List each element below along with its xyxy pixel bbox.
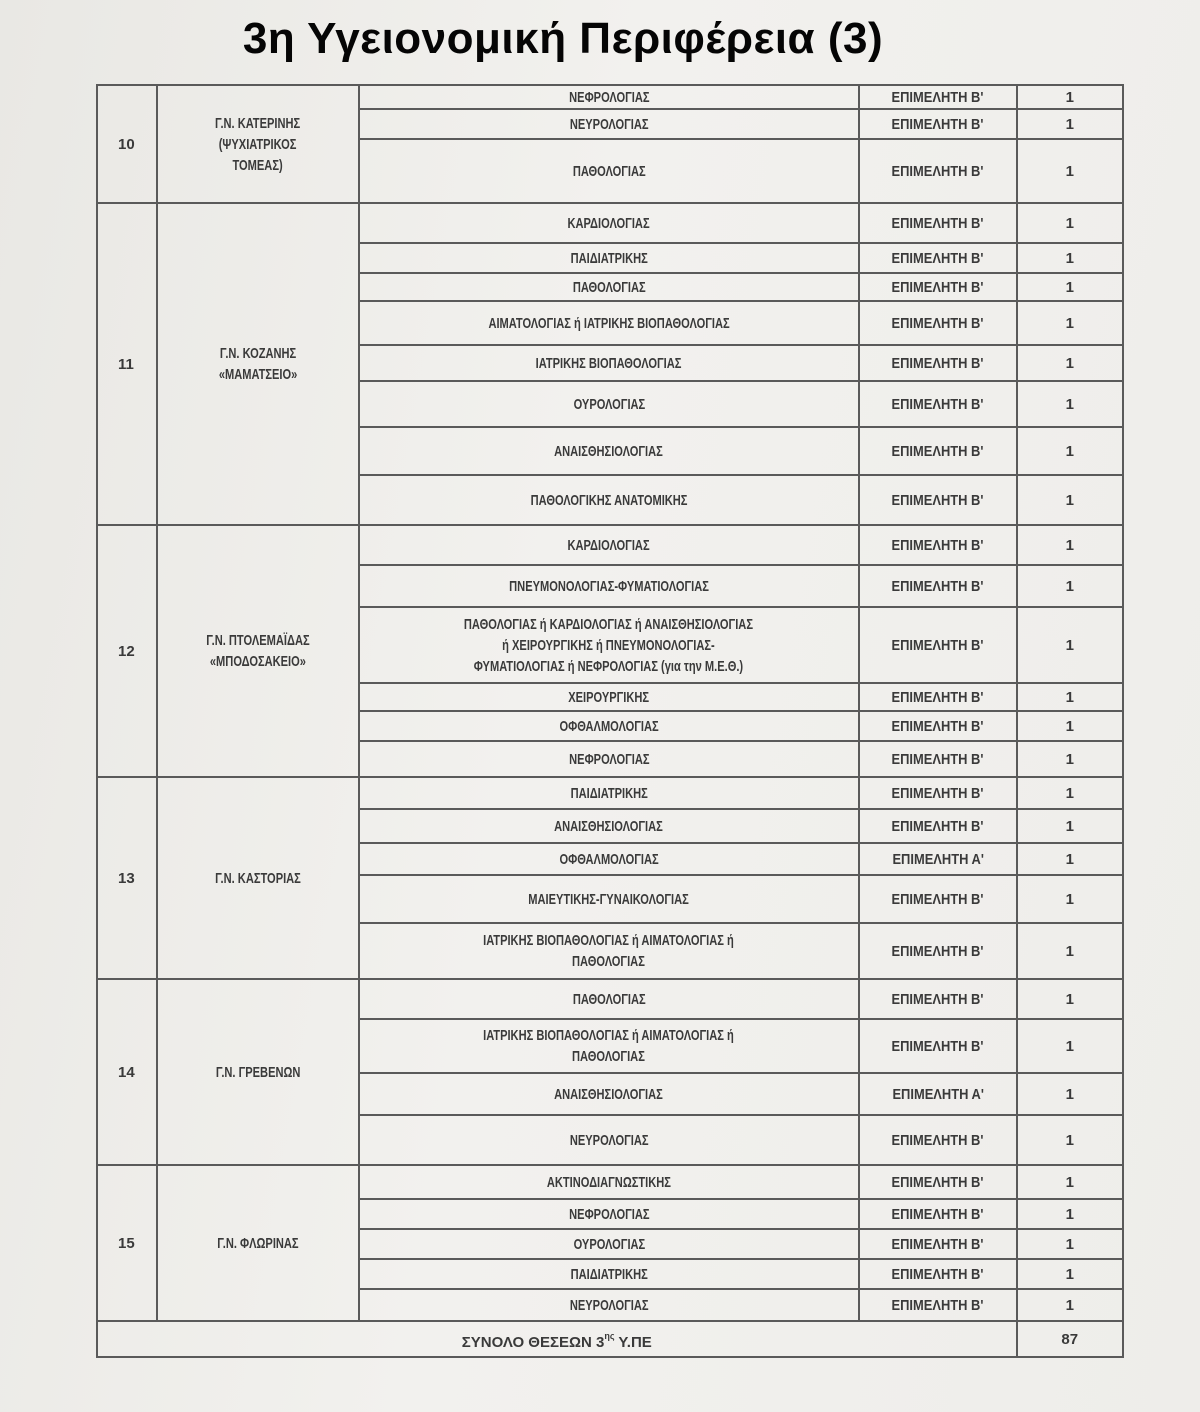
specialty-cell — [359, 711, 859, 741]
specialty-text — [551, 716, 666, 737]
count-cell: 1 — [1017, 1199, 1123, 1229]
rank-cell — [859, 1259, 1017, 1289]
specialty-text — [518, 490, 700, 511]
specialty-text — [546, 441, 672, 462]
rank-cell — [859, 345, 1017, 381]
rank-cell — [859, 243, 1017, 273]
specialty-cell — [359, 1289, 859, 1321]
specialty-line: ΟΥΡΟΛΟΓΙΑΣ — [573, 1235, 645, 1253]
specialty-cell — [359, 243, 859, 273]
count-cell: 1 — [1017, 711, 1123, 741]
page-title: 3η Υγειονομική Περιφέρεια (3) — [242, 14, 884, 63]
count-cell: 1 — [1017, 843, 1123, 875]
table-row — [97, 203, 1123, 243]
specialty-text — [563, 1295, 655, 1316]
count-cell: 1 — [1017, 109, 1123, 139]
rank-cell — [859, 525, 1017, 565]
total-label-superscript: ης — [604, 1330, 615, 1341]
specialty-text — [463, 930, 754, 972]
specialty-text — [469, 313, 749, 334]
specialty-line: ΝΕΥΡΟΛΟΓΙΑΣ — [569, 1296, 649, 1314]
count-cell: 1 — [1017, 203, 1123, 243]
specialty-text — [567, 277, 652, 298]
specialty-line: ΙΑΤΡΙΚΗΣ ΒΙΟΠΑΘΟΛΟΓΙΑΣ ή ΑΙΜΑΤΟΛΟΓΙΑΣ ή — [483, 932, 735, 949]
rank-text: ΕΠΙΜΕΛΗΤΗ Α' — [892, 850, 984, 868]
specialty-cell — [359, 809, 859, 843]
total-value: 87 — [1017, 1321, 1123, 1357]
rank-cell — [859, 683, 1017, 711]
specialty-cell — [359, 301, 859, 345]
count-cell: 1 — [1017, 139, 1123, 203]
rank-text: ΕΠΙΜΕΛΗΤΗ Β' — [891, 890, 984, 908]
count-cell: 1 — [1017, 979, 1123, 1019]
positions-table — [96, 84, 1124, 1358]
count-cell: 1 — [1017, 741, 1123, 777]
count-cell: 1 — [1017, 1165, 1123, 1199]
specialty-text — [524, 353, 693, 374]
hospital-name-line: «ΜΠΟΔΟΣΑΚΕΙΟ» — [209, 653, 306, 670]
specialty-cell — [359, 427, 859, 475]
specialty-text — [567, 989, 652, 1010]
specialty-cell — [359, 1073, 859, 1115]
rank-text: ΕΠΙΜΕΛΗΤΗ Β' — [891, 278, 984, 296]
specialty-cell — [359, 1019, 859, 1073]
count-cell: 1 — [1017, 273, 1123, 301]
specialty-text — [551, 849, 666, 870]
count-cell: 1 — [1017, 1019, 1123, 1073]
specialty-line: ΠΑΘΟΛΟΓΙΚΗΣ ΑΝΑΤΟΜΙΚΗΣ — [530, 491, 688, 509]
specialty-text — [564, 783, 654, 804]
rank-cell — [859, 381, 1017, 427]
specialty-cell — [359, 525, 859, 565]
specialty-text — [441, 614, 777, 677]
specialty-text — [561, 535, 657, 556]
count-cell: 1 — [1017, 1259, 1123, 1289]
rank-cell — [859, 1165, 1017, 1199]
rank-text: ΕΠΙΜΕΛΗΤΗ Β' — [891, 314, 984, 332]
specialty-text — [564, 248, 654, 269]
specialty-cell — [359, 741, 859, 777]
specialty-text — [546, 816, 672, 837]
count-cell: 1 — [1017, 301, 1123, 345]
specialty-line: ή ΧΕΙΡΟΥΡΓΙΚΗΣ ή ΠΝΕΥΜΟΝΟΛΟΓΙΑΣ- — [502, 636, 716, 654]
hospital-name-text — [210, 1233, 305, 1254]
rank-cell — [859, 809, 1017, 843]
table-row — [97, 777, 1123, 809]
specialty-cell — [359, 683, 859, 711]
specialty-line: ΙΑΤΡΙΚΗΣ ΒΙΟΠΑΘΟΛΟΓΙΑΣ ή ΑΙΜΑΤΟΛΟΓΙΑΣ ή — [483, 1027, 735, 1044]
specialty-line: ΠΑΘΟΛΟΓΙΑΣ — [572, 278, 646, 296]
specialty-cell — [359, 475, 859, 525]
specialty-text — [567, 394, 650, 415]
rank-cell — [859, 711, 1017, 741]
specialty-line: ΟΦΘΑΛΜΟΛΟΓΙΑΣ — [559, 717, 659, 735]
specialty-line: ΠΑΙΔΙΑΤΡΙΚΗΣ — [570, 249, 648, 267]
specialty-text — [562, 87, 655, 108]
rank-text: ΕΠΙΜΕΛΗΤΗ Β' — [891, 442, 984, 460]
specialty-line: ΟΥΡΟΛΟΓΙΑΣ — [573, 395, 645, 413]
specialty-line: ΙΑΤΡΙΚΗΣ ΒΙΟΠΑΘΟΛΟΓΙΑΣ — [536, 354, 682, 372]
specialty-cell — [359, 565, 859, 607]
specialty-line: ΠΑΙΔΙΑΤΡΙΚΗΣ — [570, 1265, 648, 1283]
hospital-name — [157, 979, 359, 1165]
rank-text: ΕΠΙΜΕΛΗΤΗ Β' — [891, 1131, 984, 1149]
specialty-line: ΠΑΘΟΛΟΓΙΑΣ — [572, 1048, 646, 1065]
count-cell: 1 — [1017, 243, 1123, 273]
rank-text: ΕΠΙΜΕΛΗΤΗ Β' — [891, 1235, 984, 1253]
group-number: 10 — [97, 85, 157, 203]
rank-cell — [859, 1073, 1017, 1115]
specialty-line: ΠΑΘΟΛΟΓΙΑΣ ή ΚΑΡΔΙΟΛΟΓΙΑΣ ή ΑΝΑΙΣΘΗΣΙΟΛΟΓΙΑΣ — [464, 615, 754, 633]
specialty-cell — [359, 273, 859, 301]
rank-text: ΕΠΙΜΕΛΗΤΗ Β' — [891, 88, 984, 106]
specialty-text — [537, 1172, 681, 1193]
hospital-name-text — [209, 1062, 307, 1083]
specialty-cell — [359, 607, 859, 683]
rank-cell — [859, 1229, 1017, 1259]
rank-cell — [859, 1019, 1017, 1073]
rank-cell — [859, 1289, 1017, 1321]
specialty-cell — [359, 875, 859, 923]
rank-text: ΕΠΙΜΕΛΗΤΗ Β' — [891, 249, 984, 267]
table-row — [97, 1165, 1123, 1199]
hospital-name-line: Γ.Ν. ΓΡΕΒΕΝΩΝ — [215, 1063, 300, 1081]
rank-text: ΕΠΙΜΕΛΗΤΗ Β' — [891, 214, 984, 232]
rank-cell — [859, 273, 1017, 301]
count-cell: 1 — [1017, 683, 1123, 711]
specialty-text — [562, 749, 655, 770]
rank-text: ΕΠΙΜΕΛΗΤΗ Β' — [891, 395, 984, 413]
rank-cell — [859, 203, 1017, 243]
specialty-line: ΑΝΑΙΣΘΗΣΙΟΛΟΓΙΑΣ — [554, 817, 664, 835]
rank-text: ΕΠΙΜΕΛΗΤΗ Β' — [891, 491, 984, 509]
rank-text: ΕΠΙΜΕΛΗΤΗ Β' — [891, 577, 984, 595]
hospital-name — [157, 525, 359, 777]
rank-cell — [859, 923, 1017, 979]
count-cell: 1 — [1017, 475, 1123, 525]
specialty-line: ΑΝΑΙΣΘΗΣΙΟΛΟΓΙΑΣ — [554, 442, 664, 460]
count-cell: 1 — [1017, 1289, 1123, 1321]
hospital-name-line: (ΨΥΧΙΑΤΡΙΚΟΣ — [218, 135, 297, 153]
count-cell: 1 — [1017, 923, 1123, 979]
rank-text: ΕΠΙΜΕΛΗΤΗ Β' — [891, 1296, 984, 1314]
rank-cell — [859, 607, 1017, 683]
specialty-line: ΑΚΤΙΝΟΔΙΑΓΝΩΣΤΙΚΗΣ — [546, 1173, 671, 1191]
specialty-line: ΠΑΘΟΛΟΓΙΑΣ — [572, 990, 646, 1008]
hospital-name — [157, 1165, 359, 1321]
specialty-line: ΠΑΘΟΛΟΓΙΑΣ — [572, 162, 646, 180]
hospital-name-line: Γ.Ν. ΚΑΣΤΟΡΙΑΣ — [214, 869, 301, 887]
specialty-text — [564, 1264, 654, 1285]
hospital-name-line: ΤΟΜΕΑΣ) — [232, 156, 283, 174]
rank-text: ΕΠΙΜΕΛΗΤΗ Β' — [891, 717, 984, 735]
rank-text: ΕΠΙΜΕΛΗΤΗ Β' — [891, 115, 984, 133]
total-label-suffix: Υ.ΠΕ — [614, 1333, 652, 1351]
specialty-cell — [359, 85, 859, 109]
specialty-text — [463, 1025, 754, 1067]
specialty-cell — [359, 345, 859, 381]
rank-cell — [859, 777, 1017, 809]
specialty-cell — [359, 1259, 859, 1289]
specialty-line: ΚΑΡΔΙΟΛΟΓΙΑΣ — [567, 214, 650, 232]
hospital-name — [157, 203, 359, 525]
specialty-line: ΑΙΜΑΤΟΛΟΓΙΑΣ ή ΙΑΤΡΙΚΗΣ ΒΙΟΠΑΘΟΛΟΓΙΑΣ — [488, 314, 730, 332]
rank-text: ΕΠΙΜΕΛΗΤΗ Β' — [891, 1205, 984, 1223]
count-cell: 1 — [1017, 345, 1123, 381]
hospital-name-line: «ΜΑΜΑΤΣΕΙΟ» — [218, 366, 297, 383]
table-row — [97, 525, 1123, 565]
group-number: 12 — [97, 525, 157, 777]
hospital-name-line: Γ.Ν. ΚΟΖΑΝΗΣ — [219, 345, 296, 362]
rank-text: ΕΠΙΜΕΛΗΤΗ Β' — [891, 942, 984, 960]
specialty-line: ΠΑΙΔΙΑΤΡΙΚΗΣ — [570, 784, 648, 802]
specialty-cell — [359, 139, 859, 203]
rank-text: ΕΠΙΜΕΛΗΤΗ Α' — [892, 1085, 984, 1103]
total-label-text: ΣΥΝΟΛΟ ΘΕΣΕΩΝ 3 — [461, 1333, 605, 1351]
specialty-line: ΠΑΘΟΛΟΓΙΑΣ — [572, 953, 646, 970]
rank-cell — [859, 1115, 1017, 1165]
specialty-text — [562, 687, 656, 708]
total-label — [97, 1321, 1017, 1357]
specialty-text — [561, 213, 657, 234]
rank-text: ΕΠΙΜΕΛΗΤΗ Β' — [891, 688, 984, 706]
rank-cell — [859, 139, 1017, 203]
count-cell: 1 — [1017, 525, 1123, 565]
rank-cell — [859, 475, 1017, 525]
rank-cell — [859, 741, 1017, 777]
count-cell: 1 — [1017, 1229, 1123, 1259]
specialty-line: ΑΝΑΙΣΘΗΣΙΟΛΟΓΙΑΣ — [554, 1085, 664, 1103]
specialty-line: ΝΕΥΡΟΛΟΓΙΑΣ — [569, 1131, 649, 1149]
specialty-line: ΝΕΦΡΟΛΟΓΙΑΣ — [568, 1205, 650, 1223]
specialty-cell — [359, 923, 859, 979]
rank-text: ΕΠΙΜΕΛΗΤΗ Β' — [891, 162, 984, 180]
hospital-name-text — [198, 630, 318, 672]
rank-text: ΕΠΙΜΕΛΗΤΗ Β' — [891, 817, 984, 835]
specialty-text — [516, 889, 703, 910]
specialty-text — [567, 1234, 650, 1255]
specialty-line: ΝΕΥΡΟΛΟΓΙΑΣ — [569, 115, 649, 133]
count-cell: 1 — [1017, 85, 1123, 109]
specialty-text — [563, 1130, 655, 1151]
hospital-name-line: Γ.Ν. ΚΑΤΕΡΙΝΗΣ — [215, 114, 301, 132]
specialty-cell — [359, 109, 859, 139]
rank-text: ΕΠΙΜΕΛΗΤΗ Β' — [891, 536, 984, 554]
rank-text: ΕΠΙΜΕΛΗΤΗ Β' — [891, 750, 984, 768]
hospital-name-text — [208, 113, 307, 176]
total-row — [97, 1321, 1123, 1357]
specialty-line: ΝΕΦΡΟΛΟΓΙΑΣ — [568, 750, 650, 768]
specialty-cell — [359, 979, 859, 1019]
rank-text: ΕΠΙΜΕΛΗΤΗ Β' — [891, 636, 984, 654]
document-sheet — [96, 84, 1124, 1358]
rank-cell — [859, 301, 1017, 345]
rank-cell — [859, 979, 1017, 1019]
specialty-line: ΠΝΕΥΜΟΝΟΛΟΓΙΑΣ-ΦΥΜΑΤΙΟΛΟΓΙΑΣ — [509, 577, 709, 595]
hospital-name-line: Γ.Ν. ΦΛΩΡΙΝΑΣ — [217, 1234, 299, 1252]
rank-cell — [859, 85, 1017, 109]
table-row — [97, 85, 1123, 109]
rank-cell — [859, 843, 1017, 875]
rank-cell — [859, 875, 1017, 923]
positions-table-body — [97, 85, 1123, 1357]
specialty-line: ΦΥΜΑΤΙΟΛΟΓΙΑΣ ή ΝΕΦΡΟΛΟΓΙΑΣ (για την Μ.Ε.Θ.) — [474, 657, 744, 675]
count-cell: 1 — [1017, 381, 1123, 427]
specialty-line: ΝΕΦΡΟΛΟΓΙΑΣ — [568, 88, 650, 106]
count-cell: 1 — [1017, 1073, 1123, 1115]
group-number: 11 — [97, 203, 157, 525]
specialty-cell — [359, 1165, 859, 1199]
specialty-text — [563, 114, 655, 135]
specialty-cell — [359, 843, 859, 875]
hospital-name-line: Γ.Ν. ΠΤΟΛΕΜΑΪΔΑΣ — [206, 632, 310, 649]
count-cell: 1 — [1017, 565, 1123, 607]
rank-cell — [859, 1199, 1017, 1229]
rank-text: ΕΠΙΜΕΛΗΤΗ Β' — [891, 354, 984, 372]
specialty-text — [546, 1084, 672, 1105]
rank-text: ΕΠΙΜΕΛΗΤΗ Β' — [891, 784, 984, 802]
specialty-cell — [359, 777, 859, 809]
specialty-cell — [359, 381, 859, 427]
specialty-cell — [359, 1199, 859, 1229]
rank-cell — [859, 427, 1017, 475]
hospital-name-text — [208, 868, 308, 889]
specialty-cell — [359, 203, 859, 243]
count-cell: 1 — [1017, 809, 1123, 843]
rank-cell — [859, 109, 1017, 139]
specialty-line: ΜΑΙΕΥΤΙΚΗΣ-ΓΥΝΑΙΚΟΛΟΓΙΑΣ — [528, 890, 690, 908]
count-cell: 1 — [1017, 777, 1123, 809]
group-number: 13 — [97, 777, 157, 979]
specialty-cell — [359, 1115, 859, 1165]
rank-text: ΕΠΙΜΕΛΗΤΗ Β' — [891, 1265, 984, 1283]
table-row — [97, 979, 1123, 1019]
count-cell: 1 — [1017, 1115, 1123, 1165]
specialty-cell — [359, 1229, 859, 1259]
specialty-text — [493, 576, 725, 597]
specialty-line: ΧΕΙΡΟΥΡΓΙΚΗΣ — [568, 688, 650, 706]
specialty-text — [567, 161, 652, 182]
rank-text: ΕΠΙΜΕΛΗΤΗ Β' — [891, 990, 984, 1008]
group-number: 15 — [97, 1165, 157, 1321]
count-cell: 1 — [1017, 607, 1123, 683]
count-cell: 1 — [1017, 427, 1123, 475]
rank-text: ΕΠΙΜΕΛΗΤΗ Β' — [891, 1037, 984, 1055]
count-cell: 1 — [1017, 875, 1123, 923]
hospital-name — [157, 777, 359, 979]
specialty-line: ΟΦΘΑΛΜΟΛΟΓΙΑΣ — [559, 850, 659, 868]
group-number: 14 — [97, 979, 157, 1165]
hospital-name-text — [212, 343, 303, 385]
specialty-text — [562, 1204, 655, 1225]
rank-text: ΕΠΙΜΕΛΗΤΗ Β' — [891, 1173, 984, 1191]
rank-cell — [859, 565, 1017, 607]
hospital-name — [157, 85, 359, 203]
specialty-line: ΚΑΡΔΙΟΛΟΓΙΑΣ — [567, 536, 650, 554]
